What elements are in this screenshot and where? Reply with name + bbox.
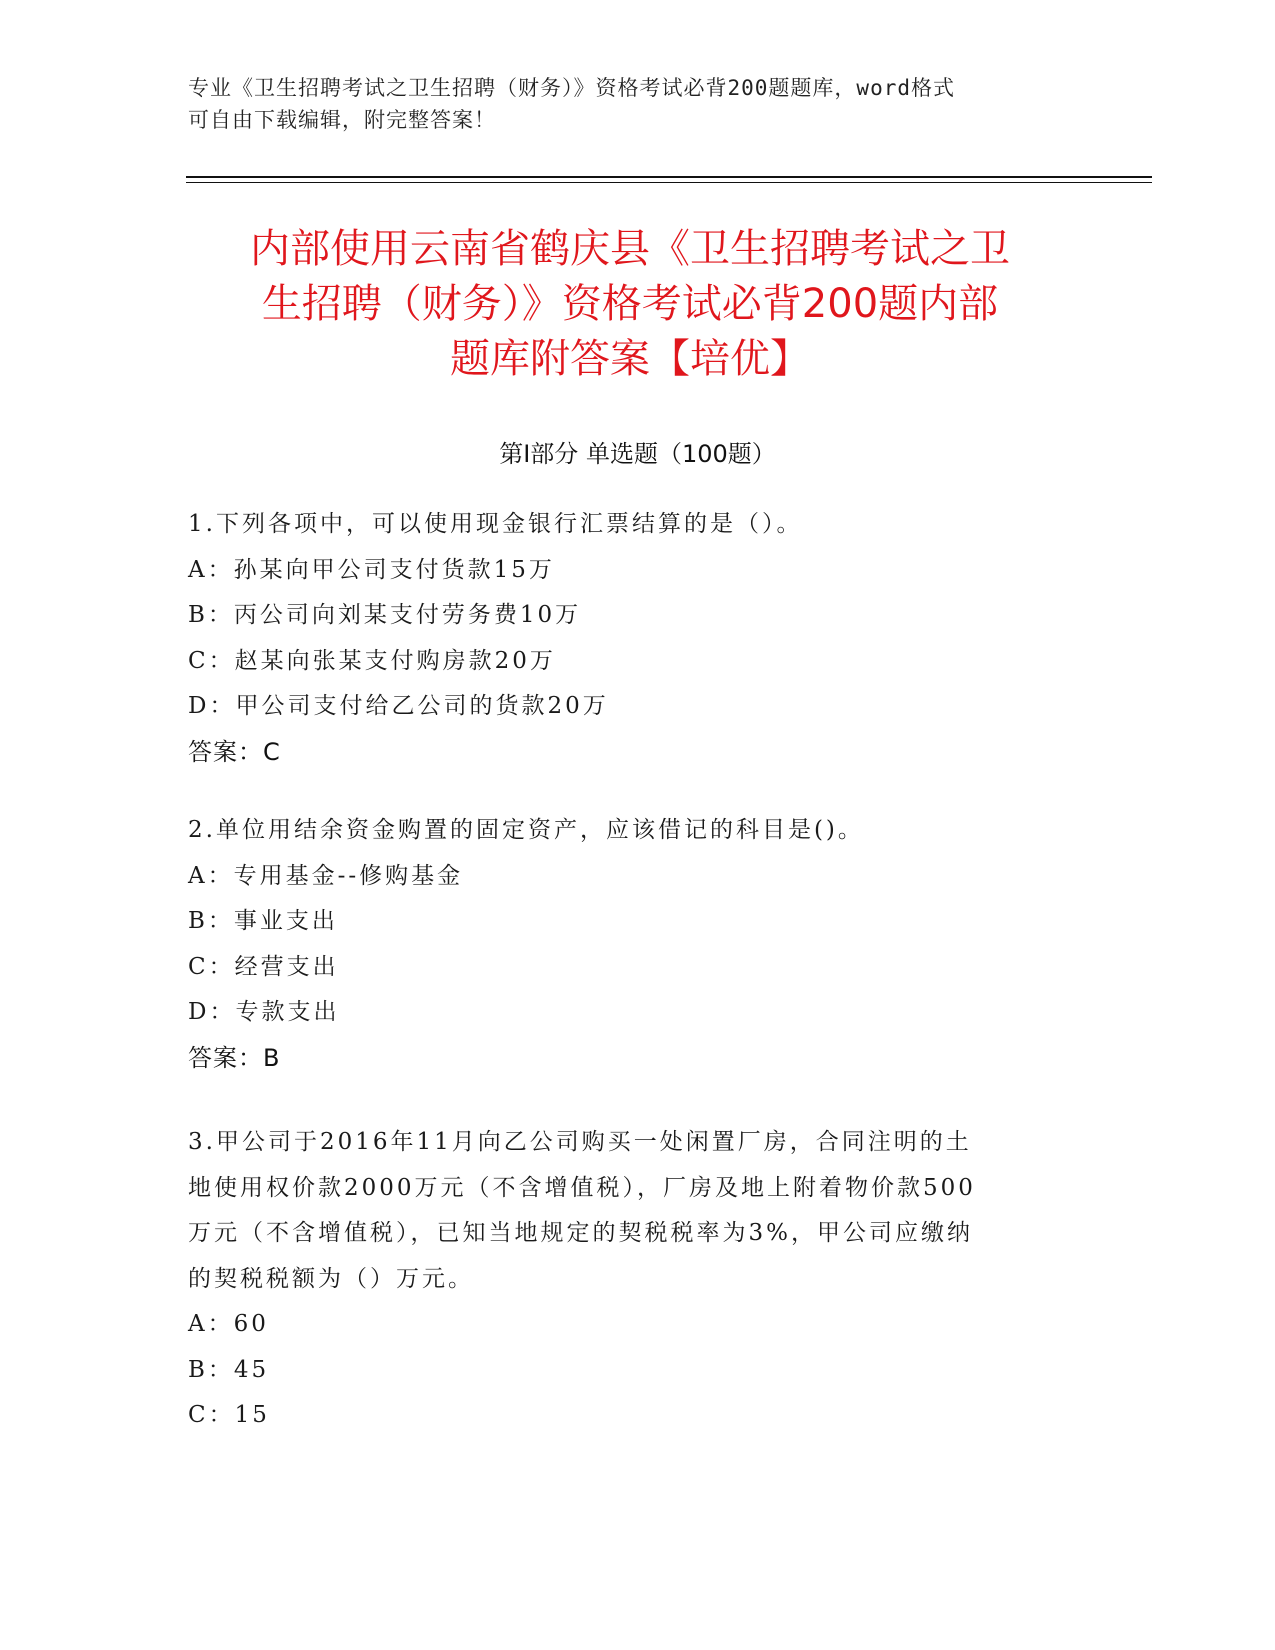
question-stem-line-2: 地使用权价款2000万元（不含增值税），厂房及地上附着物价款500	[188, 1174, 976, 1201]
option-b: B：45	[188, 1356, 270, 1383]
option-c: C：15	[188, 1402, 270, 1428]
header-note-line-2: 可自由下载编辑，附完整答案！	[188, 108, 496, 132]
option-d: D：甲公司支付给乙公司的货款20万	[188, 693, 609, 719]
option-a: A：专用基金--修购基金	[188, 862, 464, 889]
section-heading: 第Ⅰ部分 单选题（100题）	[499, 440, 776, 468]
option-b: B：事业支出	[188, 908, 338, 934]
answer: 答案：B	[188, 1043, 281, 1072]
header-divider-thin	[186, 182, 1152, 183]
question-stem: 1.下列各项中，可以使用现金银行汇票结算的是（）。	[188, 511, 803, 537]
title-line-1: 内部使用云南省鹤庆县《卫生招聘考试之卫	[250, 226, 1010, 272]
option-b: B：丙公司向刘某支付劳务费10万	[188, 602, 582, 628]
header-note	[188, 72, 1068, 136]
document-title	[190, 222, 1070, 387]
question-3	[188, 1120, 1088, 1439]
title-line-2: 生招聘（财务）》资格考试必背200题内部	[261, 281, 999, 327]
question-2	[188, 808, 1088, 1081]
answer: 答案：C	[188, 737, 281, 766]
question-1	[188, 502, 1088, 775]
question-stem-line-1: 3.甲公司于2016年11月向乙公司购买一处闲置厂房，合同注明的土	[188, 1129, 972, 1155]
option-c: C：经营支出	[188, 953, 339, 980]
question-stem-line-4: 的契税税额为（）万元。	[188, 1265, 474, 1292]
question-stem: 2.单位用结余资金购置的固定资产，应该借记的科目是()。	[188, 817, 864, 843]
option-c: C：赵某向张某支付购房款20万	[188, 647, 556, 674]
header-divider-thick	[186, 176, 1152, 178]
header-note-line-1: 专业《卫生招聘考试之卫生招聘（财务）》资格考试必背200题题库，word格式	[188, 76, 955, 100]
option-a: A：60	[188, 1311, 269, 1337]
option-d: D：专款支出	[188, 999, 340, 1025]
title-line-3: 题库附答案【培优】	[450, 336, 810, 382]
question-stem-line-3: 万元（不含增值税），已知当地规定的契税税率为3%，甲公司应缴纳	[188, 1220, 973, 1246]
option-a: A：孙某向甲公司支付货款15万	[188, 556, 555, 583]
